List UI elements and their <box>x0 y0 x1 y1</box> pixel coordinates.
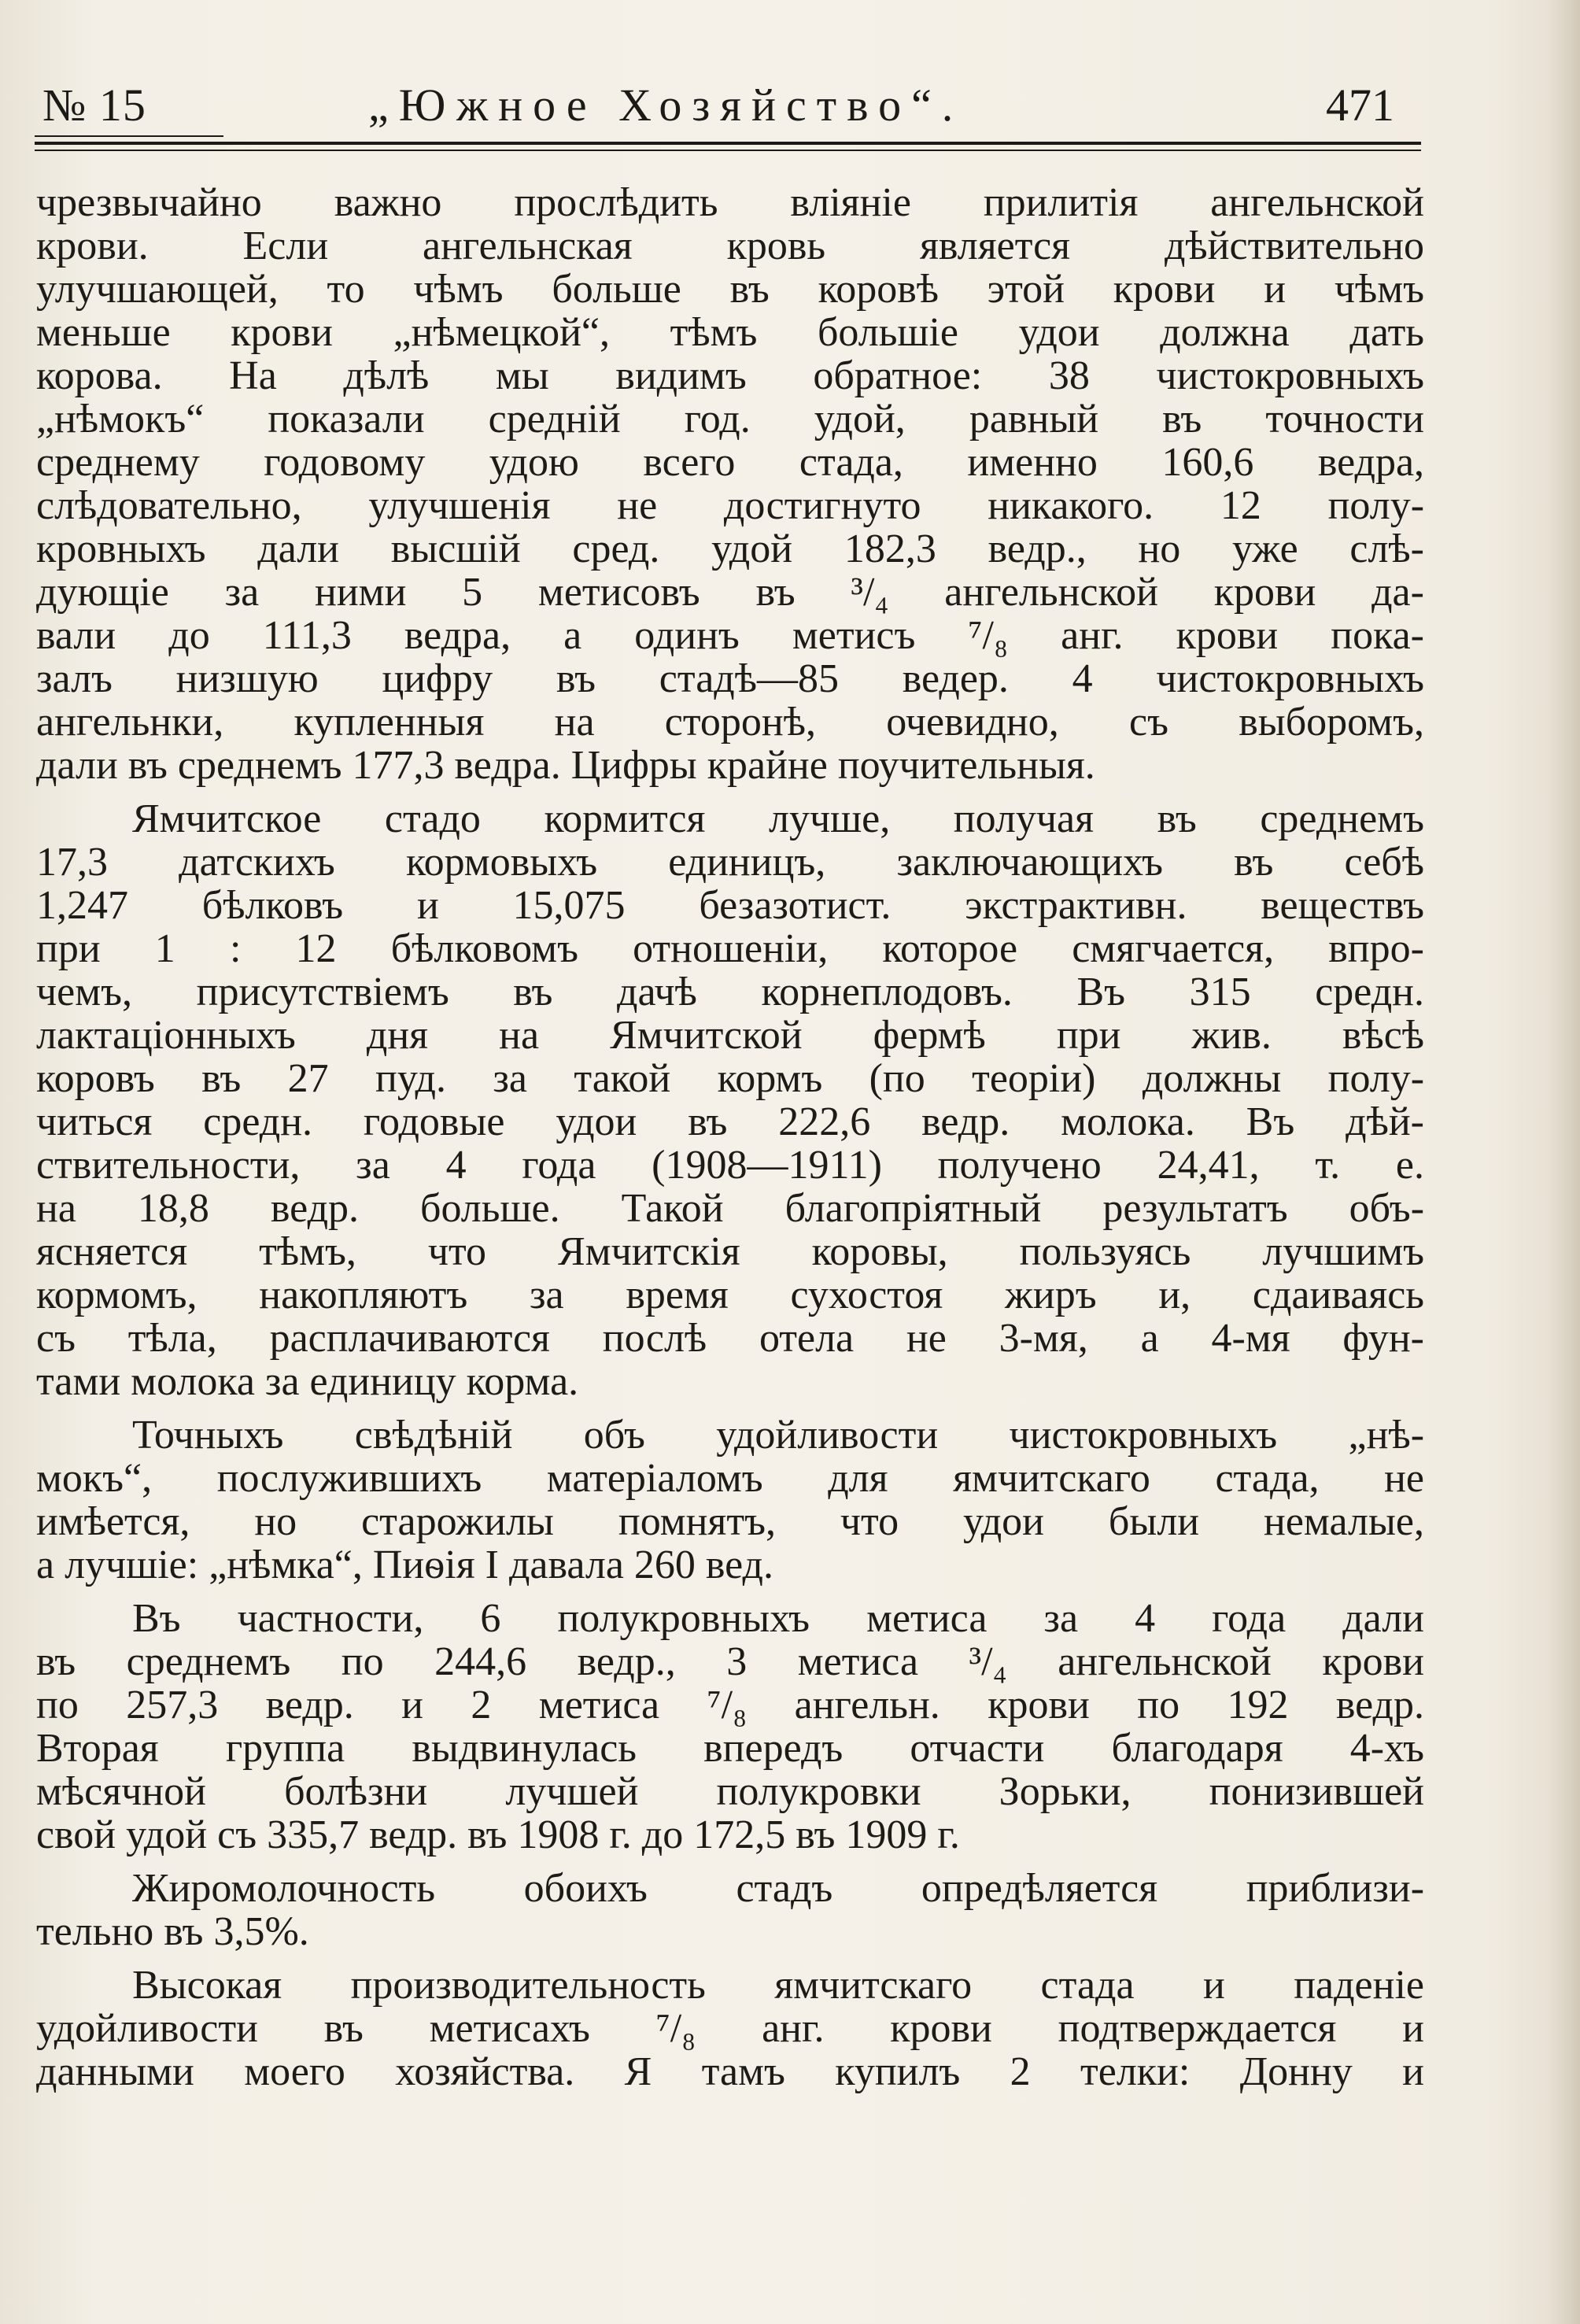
text-line: слѣдовательно, улучшенія не достигнуто никакого. 12 полу- <box>36 483 1425 528</box>
issue-number: № 15 <box>42 79 146 131</box>
text-line: тельно въ 3,5%. <box>36 1909 309 1954</box>
header-rule-thin <box>35 150 1421 151</box>
text-line: тами молока за единицу корма. <box>36 1359 579 1404</box>
text-line: Точныхъ свѣдѣній объ удойливости чистокровныхъ „нѣ- <box>132 1413 1425 1458</box>
text-line: улучшающей, то чѣмъ больше въ коровѣ этой крови и чѣмъ <box>36 267 1425 312</box>
article-body <box>36 181 1424 2104</box>
page-number: 471 <box>1326 79 1394 131</box>
paragraph <box>36 797 1424 1403</box>
text-line: коровъ въ 27 пуд. за такой кормъ (по теоріи) должны полу- <box>36 1056 1425 1101</box>
text-line: корова. На дѣлѣ мы видимъ обратное: 38 чистокровныхъ <box>36 353 1425 398</box>
text-line: залъ низшую цифру въ стадѣ—85 ведер. 4 чистокровныхъ <box>36 656 1424 701</box>
text-line: имѣется, но старожилы помнятъ, что удои были немалые, <box>36 1499 1424 1544</box>
text-line: крови. Если ангельнская кровь является дѣйствительно <box>36 224 1424 268</box>
text-line: удойливости въ метисахъ ⁷/₈ анг. крови подтверждается и <box>36 2006 1424 2051</box>
text-line: въ среднемъ по 244,6 ведр., 3 метиса ³/₄ ангельнской крови <box>36 1639 1425 1684</box>
text-line: Ямчитское стадо кормится лучше, получая въ среднемъ <box>132 796 1424 841</box>
text-line: кровныхъ дали высшій сред. удой 182,3 ведр., но уже слѣ- <box>36 527 1424 571</box>
page-edge-shadow <box>1549 0 1580 2324</box>
paragraph <box>36 1413 1424 1587</box>
text-line: Высокая производительность ямчитскаго стада и паденіе <box>132 1963 1424 2008</box>
text-line: по 257,3 ведр. и 2 метиса ⁷/₈ ангельн. крови по 192 ведр. <box>36 1683 1425 1727</box>
text-line: „нѣмокъ“ показали средній год. удой, равный въ точности <box>36 397 1424 442</box>
text-line: меньше крови „нѣмецкой“, тѣмъ большіе удои должна дать <box>36 310 1425 355</box>
text-line: 1,247 бѣлковъ и 15,075 безазотист. экстрактивн. веществъ <box>36 883 1424 928</box>
text-line: читься средн. годовые удои въ 222,6 ведр. молока. Въ дѣй- <box>36 1099 1424 1144</box>
text-line: лактаціонныхъ дня на Ямчитской фермѣ при жив. вѣсѣ <box>36 1013 1425 1058</box>
text-line: ясняется тѣмъ, что Ямчитскія коровы, пользуясь лучшимъ <box>36 1229 1425 1274</box>
text-line: Въ частности, 6 полукровныхъ метиса за 4 года дали <box>132 1596 1424 1641</box>
text-line: ствительности, за 4 года (1908—1911) получено 24,41, т. е. <box>36 1143 1425 1188</box>
text-line: Вторая группа выдвинулась впередъ отчасти благодаря 4-хъ <box>36 1726 1424 1771</box>
text-line: мѣсячной болѣзни лучшей полукровки Зорьки, понизившей <box>36 1769 1425 1814</box>
text-line: Жиромолочность обоихъ стадъ опредѣляется приблизи- <box>132 1866 1425 1911</box>
text-line: чрезвычайно важно прослѣдить вліяніе прилитія ангельнской <box>36 180 1424 225</box>
text-line: свой удой съ 335,7 ведр. въ 1908 г. до 172,5 въ 1909 г. <box>36 1812 960 1857</box>
text-line: на 18,8 ведр. больше. Такой благопріятный результатъ объ- <box>36 1186 1425 1231</box>
paragraph <box>36 1867 1424 1953</box>
running-header <box>38 79 1418 150</box>
text-line: среднему годовому удою всего стада, именно 160,6 ведра, <box>36 440 1425 485</box>
text-line: мокъ“, послужившихъ матеріаломъ для ямчитскаго стада, не <box>36 1456 1425 1501</box>
paragraph <box>36 1964 1424 2093</box>
text-line: чемъ, присутствіемъ въ дачѣ корнеплодовъ. Въ 315 средн. <box>36 970 1424 1014</box>
text-line: кормомъ, накопляютъ за время сухостоя жиръ и, сдаиваясь <box>36 1273 1425 1317</box>
header-rule-thick <box>35 142 1421 145</box>
text-line: съ тѣла, расплачиваются послѣ отела не 3-мя, а 4-мя фун- <box>36 1316 1424 1361</box>
text-line: данными моего хозяйства. Я тамъ купилъ 2 телки: Донну и <box>36 2049 1425 2094</box>
text-line: вали до 111,3 ведра, а одинъ метисъ ⁷/₈ анг. крови пока- <box>36 613 1424 658</box>
text-line: при 1 : 12 бѣлковомъ отношеніи, которое смягчается, впро- <box>36 926 1424 971</box>
text-line: 17,3 датскихъ кормовыхъ единицъ, заключающихъ въ себѣ <box>36 840 1424 885</box>
journal-title: „Южное Хозяйство“. <box>368 79 964 131</box>
paragraph <box>36 181 1424 787</box>
text-line: дали въ среднемъ 177,3 ведра. Цифры крайне поучительныя. <box>36 743 1095 788</box>
text-line: дующіе за ними 5 метисовъ въ ³/₄ ангельнской крови да- <box>36 570 1424 615</box>
text-line: а лучшіе: „нѣмка“, Пиѳія I давала 260 вед. <box>36 1543 774 1587</box>
paragraph <box>36 1597 1424 1857</box>
issue-underline <box>35 135 223 137</box>
text-line: ангельнки, купленныя на сторонѣ, очевидно, съ выборомъ, <box>36 700 1424 744</box>
